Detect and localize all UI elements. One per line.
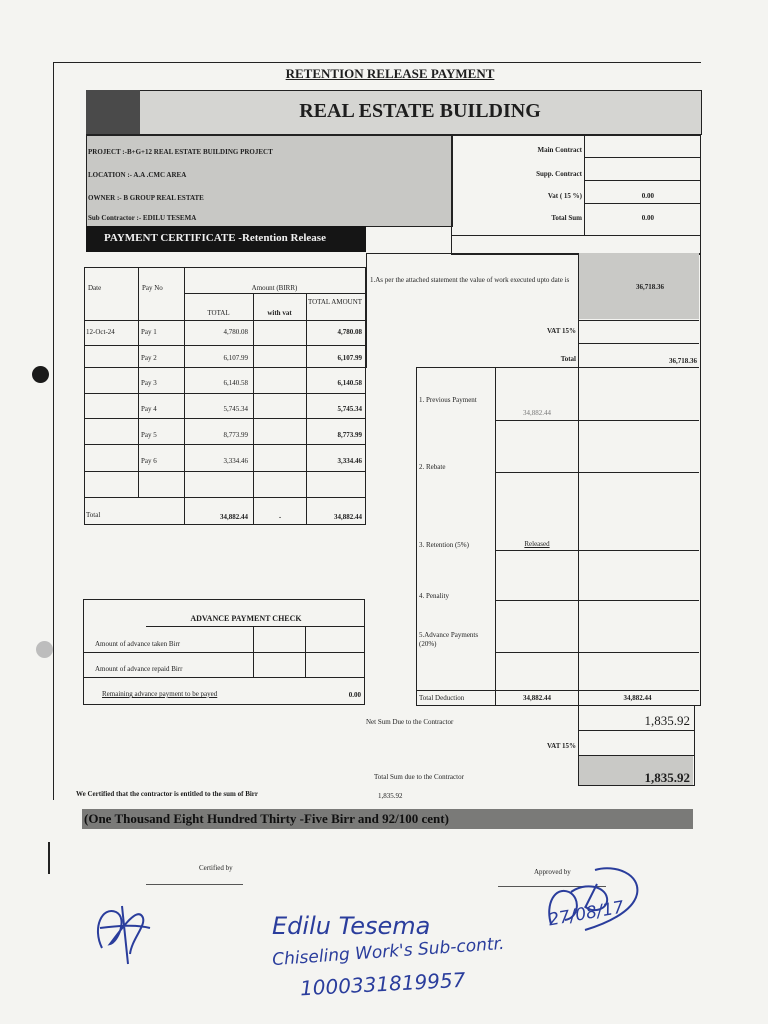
- pt-v1: [138, 267, 139, 497]
- signature-left: [92, 898, 156, 968]
- ws-h1: [578, 320, 699, 321]
- vat-value: 0.00: [641, 192, 654, 200]
- net-vat-label: VAT 15%: [547, 742, 576, 750]
- dg-h2: [495, 472, 699, 473]
- pt-r5: [84, 444, 365, 445]
- title-dark-block: [86, 90, 140, 134]
- dg-v1: [495, 367, 496, 705]
- total-deduction-mid: 34,882.44: [523, 694, 551, 702]
- row-pay-no: Pay 5: [141, 431, 157, 439]
- pt-r6: [84, 471, 365, 472]
- previous-payment-label: 1. Previous Payment: [419, 396, 477, 404]
- doc-title: RETENTION RELEASE PAYMENT: [285, 66, 495, 81]
- row-total: 4,780.08: [223, 328, 248, 336]
- col-pay-no: Pay No: [142, 284, 163, 292]
- margin-mark: [48, 842, 50, 874]
- dg-h4: [495, 600, 699, 601]
- approved-by-label: Approved by: [534, 868, 571, 876]
- row-total-amount: 8,773.99: [337, 431, 362, 439]
- ac-v2: [305, 626, 306, 677]
- ac-v1: [253, 626, 254, 677]
- row-pay-no: Pay 1: [141, 328, 157, 336]
- pt-r1: [84, 345, 365, 346]
- work-total-label: Total: [560, 355, 576, 363]
- row-pay-no: Pay 6: [141, 457, 157, 465]
- total-row-total-amount: 34,882.44: [334, 513, 362, 521]
- total-sum-value: 0.00: [641, 214, 654, 222]
- row-total-amount: 5,745.34: [337, 405, 362, 413]
- dg-h6: [416, 690, 699, 691]
- total-row-label: Total: [86, 511, 101, 519]
- vat-label: Vat ( 15 %): [547, 192, 582, 200]
- pt-r7: [84, 497, 365, 498]
- owner-line: OWNER :- B GROUP REAL ESTATE: [88, 194, 204, 202]
- total-deduction-value: 34,882.44: [623, 694, 652, 702]
- deductions-grid: [416, 367, 701, 706]
- certified-by-line: [146, 884, 243, 885]
- dg-h1: [495, 420, 699, 421]
- col-total: TOTAL: [207, 309, 230, 317]
- work-statement-text: 1.As per the attached statement the value of work executed upto date is: [370, 276, 570, 284]
- net-total-value: 1,835.92: [644, 770, 690, 785]
- row-total: 8,773.99: [223, 431, 248, 439]
- advance-payments-label: 5.Advance Payments (20%): [419, 631, 479, 648]
- dg-h5: [495, 652, 699, 653]
- amount-words: (One Thousand Eight Hundred Thirty -Five Birr and 92/100 cent): [84, 811, 449, 826]
- total-deduction-label: Total Deduction: [419, 694, 465, 702]
- rebate-label: 2. Rebate: [419, 463, 446, 471]
- row-total-amount: 6,140.58: [337, 379, 362, 387]
- penalty-label: 4. Penality: [419, 592, 449, 600]
- certificate-banner: PAYMENT CERTIFICATE -Retention Release: [104, 232, 326, 244]
- frame-left: [53, 62, 54, 800]
- cs-vline: [584, 135, 585, 235]
- row-total: 3,334.46: [223, 457, 248, 465]
- row-total: 6,140.58: [223, 379, 248, 387]
- advance-repaid-label: Amount of advance repaid Birr: [95, 665, 183, 673]
- row-date: 12-Oct-24: [86, 328, 115, 336]
- advance-remaining-value: 0.00: [348, 691, 361, 699]
- work-vat-label: VAT 15%: [547, 327, 576, 335]
- col-total-amount: TOTAL AMOUNT: [307, 298, 363, 306]
- dg-v2: [578, 367, 579, 705]
- handwritten-trade: Chiseling Work's Sub-contr.: [271, 933, 506, 971]
- ws-h2: [578, 343, 699, 344]
- ac-h1: [146, 626, 364, 627]
- col-date: Date: [88, 284, 102, 292]
- cs-h2: [584, 180, 700, 181]
- pt-r4: [84, 418, 365, 419]
- row-total: 5,745.34: [223, 405, 248, 413]
- pt-hh1: [184, 293, 365, 294]
- project-line: PROJECT :-B+G+12 REAL ESTATE BUILDING PROJECT: [88, 148, 273, 156]
- building-title: REAL ESTATE BUILDING: [299, 100, 541, 122]
- pt-r2: [84, 367, 365, 368]
- ns-h1: [578, 730, 694, 731]
- location-line: LOCATION :- A.A .CMC AREA: [88, 171, 187, 179]
- total-row-with-vat: -: [278, 513, 282, 521]
- dg-h3: [495, 550, 699, 551]
- net-sum-value: 1,835.92: [644, 713, 690, 728]
- handwritten-number: 1000331819957: [299, 967, 466, 1001]
- supp-contract-label: Supp. Contract: [536, 170, 582, 178]
- work-total-value: 36,718.36: [669, 357, 697, 365]
- row-total-amount: 6,107.99: [337, 354, 362, 362]
- cs-h3: [584, 203, 700, 204]
- subcontractor-line: Sub Contractor :- EDILU TESEMA: [88, 214, 197, 222]
- ac-h3: [83, 677, 364, 678]
- main-contract-label: Main Contract: [537, 146, 582, 154]
- advance-remaining-label: Remaining advance payment to be payed: [102, 690, 218, 698]
- handwritten-date: 27/08/17: [546, 897, 626, 931]
- advance-taken-label: Amount of advance taken Birr: [95, 640, 181, 648]
- row-pay-no: Pay 2: [141, 354, 157, 362]
- work-statement-value: 36,718.36: [636, 283, 664, 291]
- certified-by-label: Certified by: [199, 864, 233, 872]
- certification-amount: 1,835.92: [378, 792, 403, 800]
- pt-v2: [184, 267, 185, 524]
- row-pay-no: Pay 3: [141, 379, 157, 387]
- total-row-total: 34,882.44: [220, 513, 248, 521]
- pt-r3: [84, 393, 365, 394]
- col-with-vat: with vat: [267, 309, 292, 317]
- pt-v3: [253, 293, 254, 524]
- previous-payment-value: 34,882.44: [523, 409, 551, 417]
- net-sum-label: Net Sum Due to the Contractor: [366, 718, 454, 726]
- col-amount: Amount (BIRR): [251, 284, 298, 292]
- cs-h1: [584, 157, 700, 158]
- row-total: 6,107.99: [223, 354, 248, 362]
- certification-text: We Certified that the contractor is entitled to the sum of Birr: [76, 790, 259, 798]
- ac-h2: [83, 652, 364, 653]
- row-total-amount: 4,780.08: [337, 328, 362, 336]
- advance-check-title: ADVANCE PAYMENT CHECK: [190, 614, 302, 623]
- retention-value: Released: [524, 540, 550, 548]
- row-total-amount: 3,334.46: [337, 457, 362, 465]
- frame-top: [53, 62, 701, 63]
- retention-label: 3. Retention (5%): [419, 541, 469, 549]
- ws-v1: [578, 253, 579, 367]
- cs-h4: [451, 235, 700, 236]
- handwritten-name: Edilu Tesema: [272, 912, 431, 940]
- punch-hole-top: [32, 366, 49, 383]
- row-pay-no: Pay 4: [141, 405, 157, 413]
- net-total-label: Total Sum due to the Contractor: [374, 773, 464, 781]
- punch-hole-bottom: [36, 641, 53, 658]
- pt-hh2: [84, 320, 365, 321]
- total-sum-label: Total Sum: [551, 214, 582, 222]
